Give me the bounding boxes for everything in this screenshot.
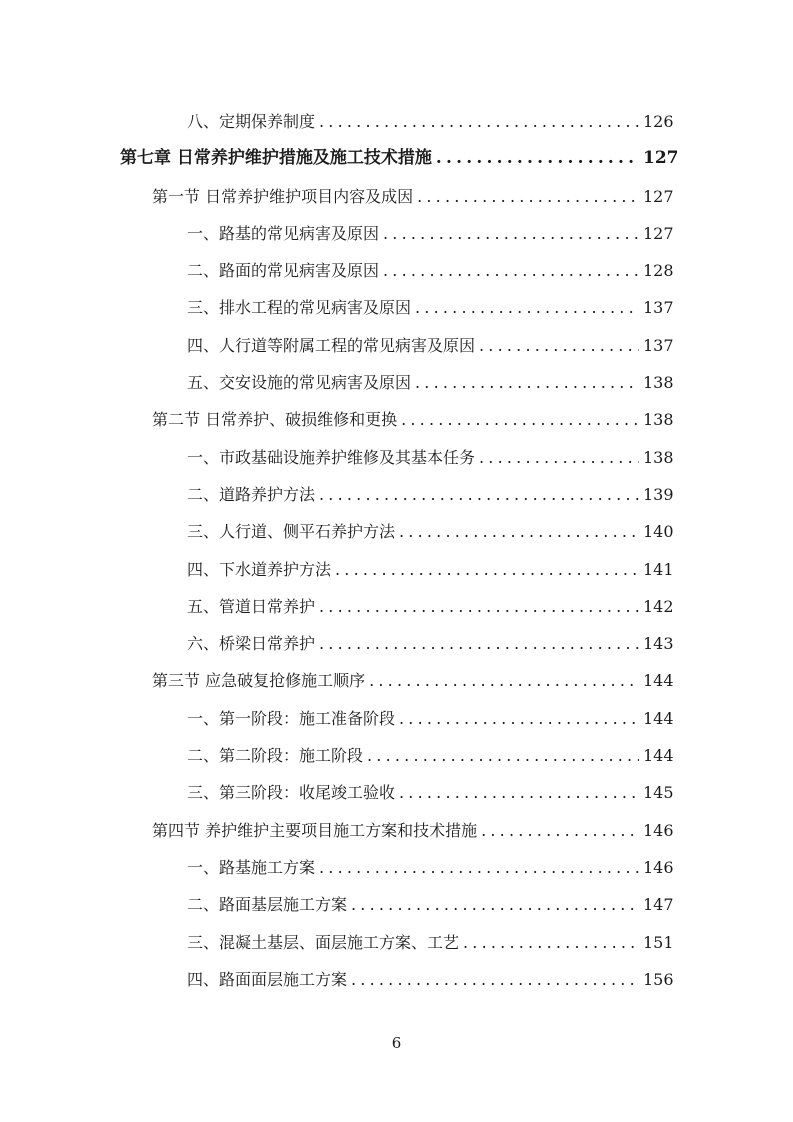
toc-dot-leader	[383, 215, 639, 252]
toc-dot-leader	[463, 924, 639, 961]
toc-entry-page: 141	[643, 559, 674, 579]
toc-entry-page: 144	[643, 746, 674, 766]
toc-entry-title: 一、市政基础设施养护维修及其基本任务	[187, 447, 476, 467]
toc-entry[interactable]	[0, 961, 793, 998]
toc-dot-leader	[319, 588, 639, 625]
toc-entry-title: 二、路面的常见病害及原因	[187, 261, 380, 281]
toc-dot-leader	[415, 364, 639, 401]
toc-entry[interactable]	[0, 625, 793, 662]
toc-entry-page: 138	[643, 447, 674, 467]
toc-entry[interactable]	[0, 364, 793, 401]
toc-entry[interactable]	[0, 103, 793, 140]
toc-entry-title: 一、路基的常见病害及原因	[187, 223, 380, 243]
toc-entry-page: 127	[643, 186, 674, 206]
toc-entry-page: 128	[643, 261, 674, 281]
toc-entry-title: 一、第一阶段：施工准备阶段	[187, 708, 396, 728]
toc-entry-page: 144	[643, 671, 674, 691]
toc-section-entry[interactable]	[0, 812, 793, 849]
page-number: 6	[391, 1034, 402, 1052]
toc-entry-title: 三、混凝土基层、面层施工方案、工艺	[187, 932, 460, 952]
toc-entry-title: 第七章 日常养护维护措施及施工技术措施	[120, 148, 432, 169]
toc-dot-leader	[319, 625, 639, 662]
toc-entry[interactable]	[0, 215, 793, 252]
toc-entry-page: 126	[643, 112, 674, 131]
toc-entry-title: 四、路面面层施工方案	[187, 969, 348, 989]
toc-dot-leader	[417, 178, 639, 215]
toc-entry[interactable]	[0, 551, 793, 588]
toc-dot-leader	[401, 401, 639, 438]
toc-entry-title: 第一节 日常养护维护项目内容及成因	[152, 186, 414, 206]
toc-entry-title: 三、人行道、侧平石养护方法	[187, 522, 396, 542]
toc-entry-page: 138	[643, 373, 674, 393]
table-of-contents	[0, 103, 793, 998]
toc-entry-title: 八、定期保养制度	[187, 112, 316, 131]
toc-entry[interactable]	[0, 737, 793, 774]
toc-entry-title: 第三节 应急破复抢修施工顺序	[152, 671, 366, 691]
toc-entry[interactable]	[0, 774, 793, 811]
toc-entry-page: 139	[643, 484, 674, 504]
toc-entry-page: 143	[643, 634, 674, 654]
toc-entry-page: 146	[643, 857, 674, 877]
toc-entry-page: 151	[643, 932, 674, 952]
toc-entry-title: 三、第三阶段：收尾竣工验收	[187, 783, 396, 803]
toc-entry-page: 140	[643, 522, 674, 542]
toc-entry-page: 127	[643, 148, 679, 169]
toc-entry-title: 五、交安设施的常见病害及原因	[187, 373, 412, 393]
toc-entry-page: 138	[643, 410, 674, 430]
toc-dot-leader	[481, 812, 639, 849]
toc-entry-page: 144	[643, 708, 674, 728]
toc-entry-page: 137	[643, 298, 674, 318]
toc-dot-leader	[415, 289, 639, 326]
toc-chapter-entry[interactable]	[0, 140, 793, 177]
toc-entry[interactable]	[0, 924, 793, 961]
toc-entry-title: 三、排水工程的常见病害及原因	[187, 298, 412, 318]
toc-entry-title: 四、下水道养护方法	[187, 559, 332, 579]
toc-entry-page: 137	[643, 335, 674, 355]
toc-entry-page: 145	[643, 783, 674, 803]
toc-entry[interactable]	[0, 327, 793, 364]
toc-entry-title: 二、路面基层施工方案	[187, 895, 348, 915]
toc-entry-page: 142	[643, 596, 674, 616]
toc-dot-leader	[351, 886, 639, 923]
toc-dot-leader	[399, 700, 639, 737]
toc-entry[interactable]	[0, 476, 793, 513]
toc-entry-page: 127	[643, 223, 674, 243]
toc-entry[interactable]	[0, 252, 793, 289]
toc-dot-leader	[479, 439, 639, 476]
toc-entry[interactable]	[0, 439, 793, 476]
toc-dot-leader	[383, 252, 639, 289]
toc-entry-title: 六、桥梁日常养护	[187, 634, 316, 654]
toc-dot-leader	[399, 513, 639, 550]
toc-dot-leader	[319, 476, 639, 513]
toc-dot-leader	[479, 327, 639, 364]
toc-dot-leader	[367, 737, 639, 774]
toc-section-entry[interactable]	[0, 662, 793, 699]
toc-entry[interactable]	[0, 886, 793, 923]
toc-entry-page: 156	[643, 969, 674, 989]
toc-entry-page: 147	[643, 895, 674, 915]
toc-section-entry[interactable]	[0, 178, 793, 215]
toc-entry-title: 一、路基施工方案	[187, 857, 316, 877]
toc-entry-title: 二、道路养护方法	[187, 484, 316, 504]
toc-entry-title: 四、人行道等附属工程的常见病害及原因	[187, 335, 476, 355]
toc-entry[interactable]	[0, 849, 793, 886]
toc-entry-page: 146	[643, 820, 674, 840]
toc-entry[interactable]	[0, 289, 793, 326]
toc-entry[interactable]	[0, 700, 793, 737]
toc-dot-leader	[351, 961, 639, 998]
toc-dot-leader	[319, 103, 639, 140]
toc-dot-leader	[369, 662, 639, 699]
toc-section-entry[interactable]	[0, 401, 793, 438]
toc-entry-title: 第四节 养护维护主要项目施工方案和技术措施	[152, 820, 478, 840]
toc-dot-leader	[399, 774, 639, 811]
toc-dot-leader	[436, 140, 639, 177]
toc-entry-title: 第二节 日常养护、破损维修和更换	[152, 410, 398, 430]
toc-dot-leader	[319, 849, 639, 886]
toc-dot-leader	[335, 551, 639, 588]
toc-entry[interactable]	[0, 588, 793, 625]
toc-entry-title: 五、管道日常养护	[187, 596, 316, 616]
toc-entry-title: 二、第二阶段：施工阶段	[187, 746, 364, 766]
toc-entry[interactable]	[0, 513, 793, 550]
